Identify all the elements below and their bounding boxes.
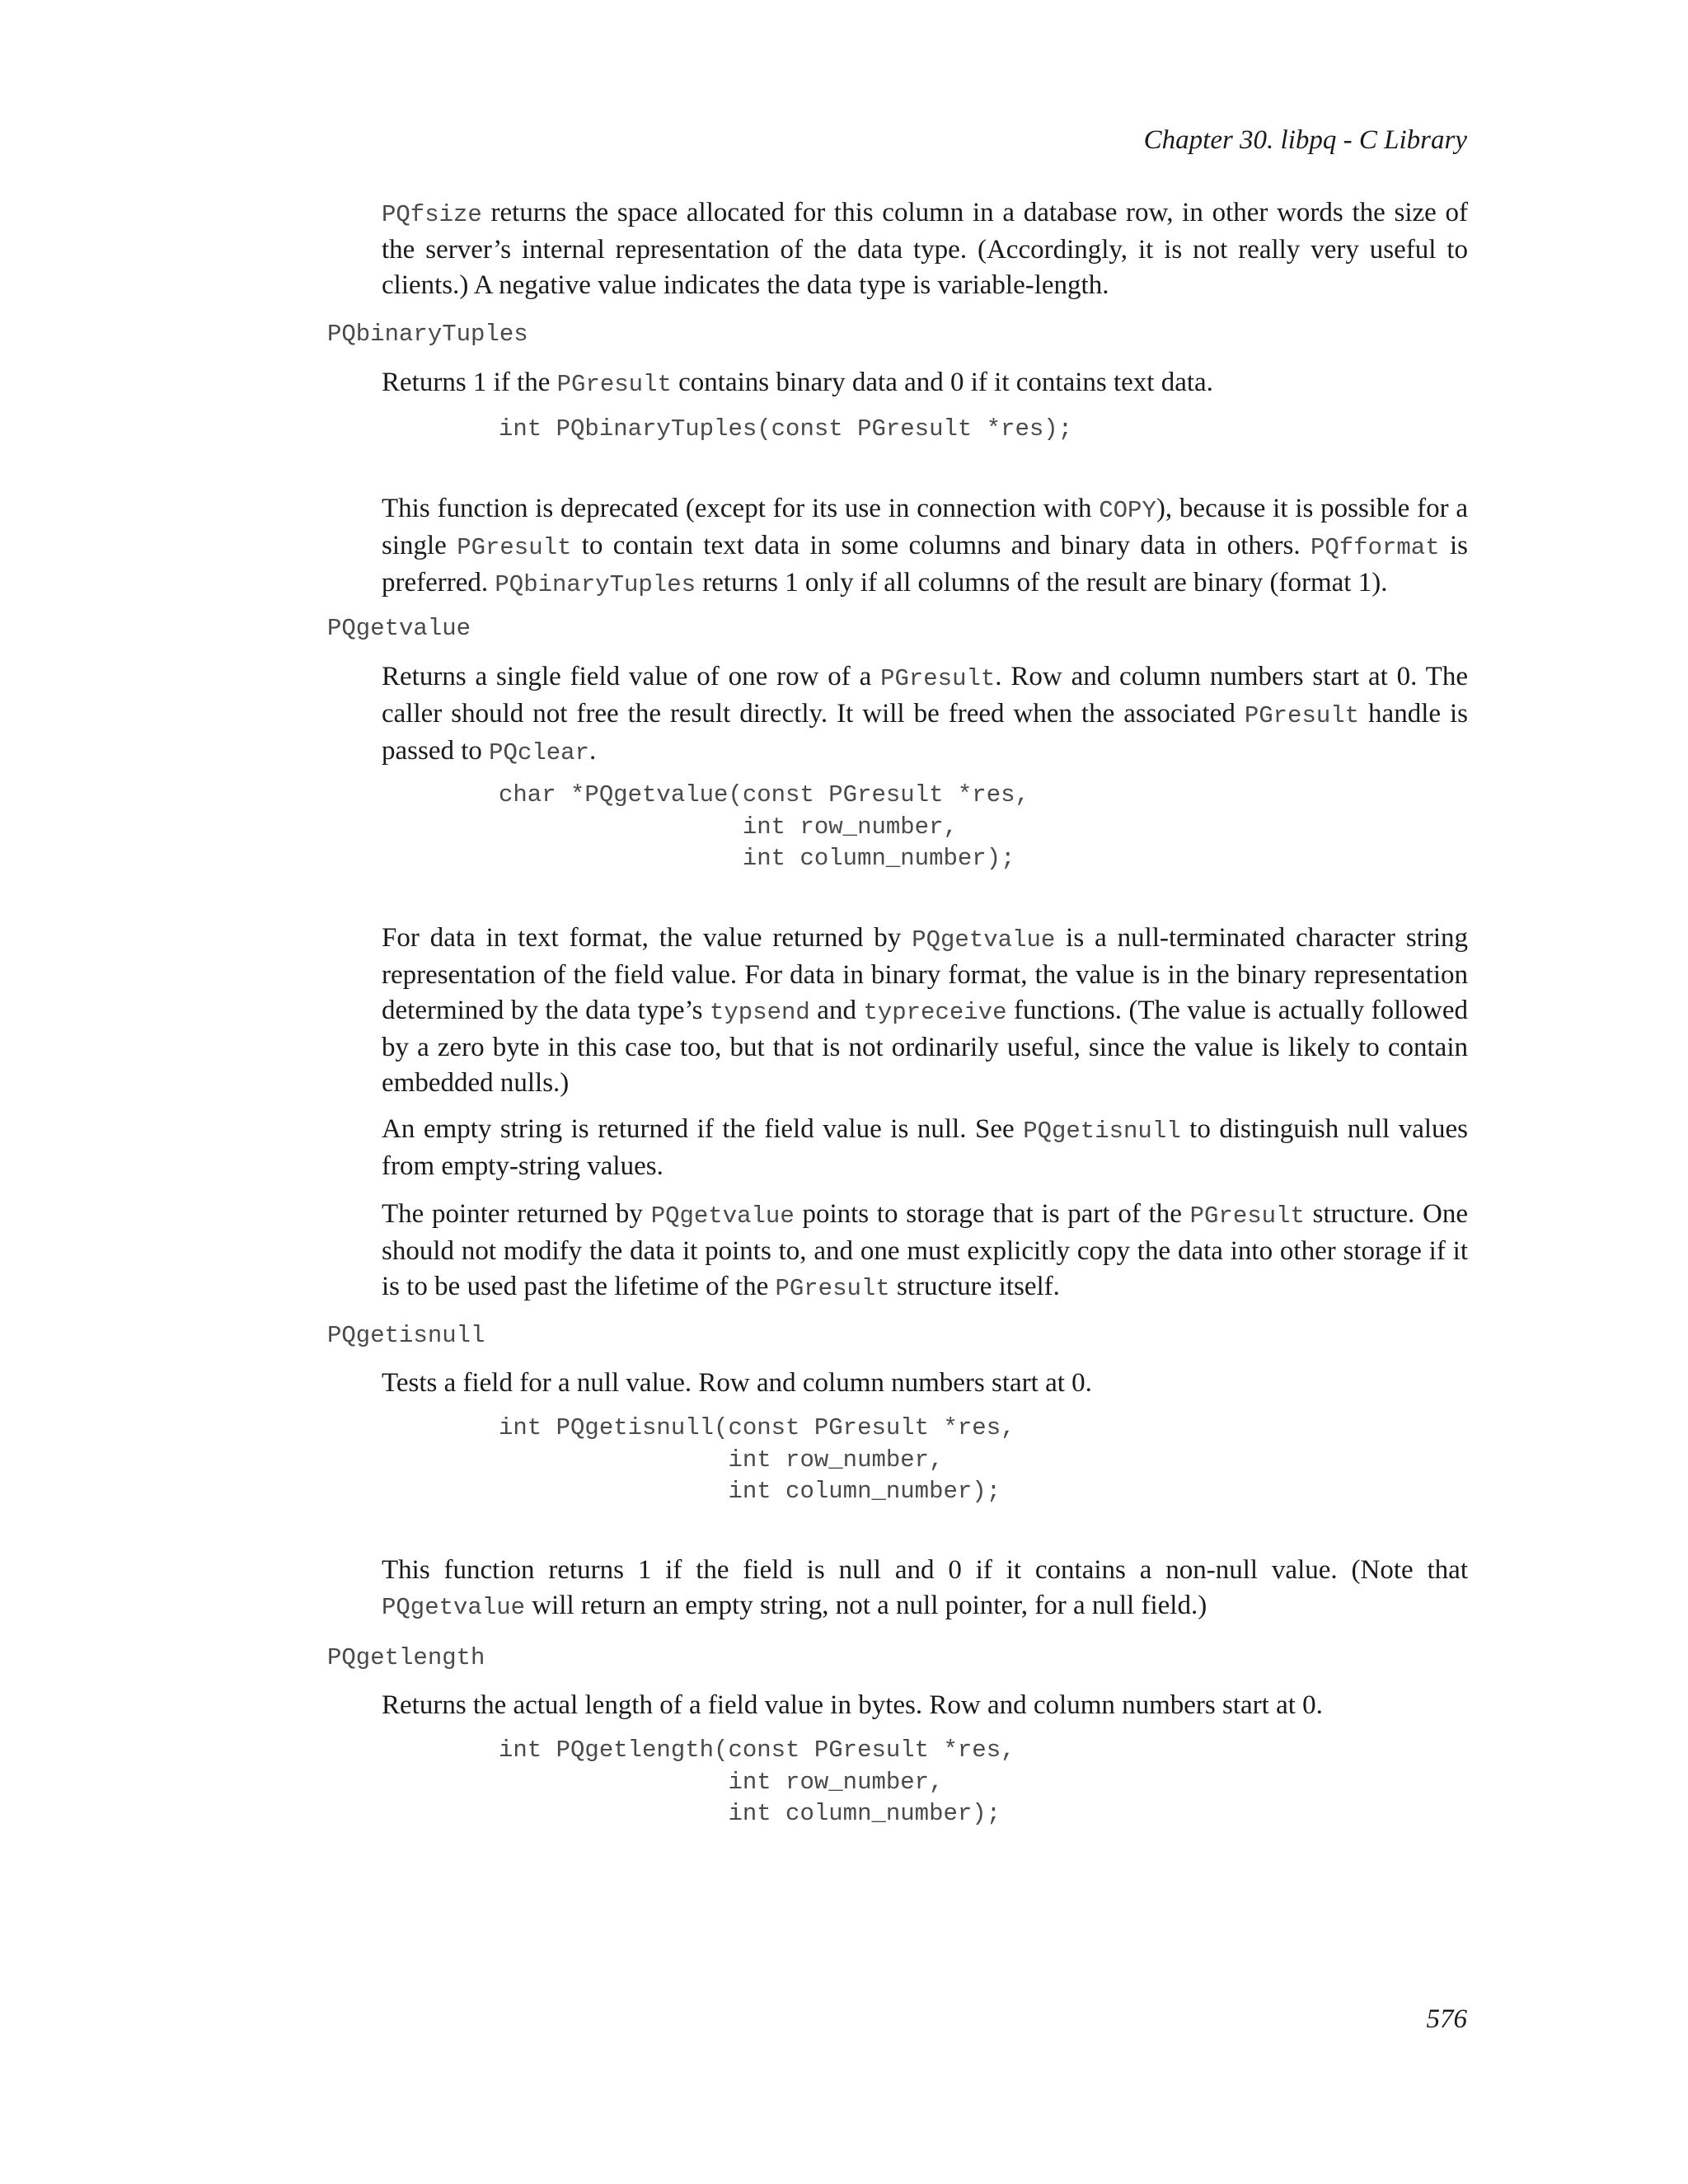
pqgetvalue-null-note: An empty string is returned if the field value is null. See PQgetisnull to distinguish null values from empty-string values. <box>382 1114 1468 1181</box>
code-inline: PQgetisnull <box>1023 1118 1181 1145</box>
synopsis-pqbinarytuples: int PQbinaryTuples(const PGresult *res); <box>499 415 1073 443</box>
pqgetvalue-description: Returns a single field value of one row of a PGresult. Row and column numbers start at 0. The caller should not free the result directly. It will be freed when the associated PGresult handle is passed to PQclear. <box>382 662 1469 766</box>
code-inline: PGresult <box>880 665 996 692</box>
code-inline: PGresult <box>775 1275 890 1302</box>
pqbinarytuples-deprecation-note: This function is deprecated (except for its use in connection with COPY), because it is possible for a single PGresult to contain text data in some columns and binary data in others. PQfformat is preferred. PQbinaryTuples returns 1 only if all columns of the result are binary (format 1). <box>382 494 1469 598</box>
code-inline: PQbinaryTuples <box>495 571 696 598</box>
code-inline: PQgetvalue <box>650 1202 795 1230</box>
pqfsize-paragraph: PQfsize returns the space allocated for this column in a database row, in other words the size of the server’s internal representation of the data type. (Accordingly, it is not really very useful to clients.) A negative value indicates the data type is variable-length. <box>382 198 1468 300</box>
running-header: Chapter 30. libpq - C Library <box>1143 125 1467 155</box>
code-inline: PGresult <box>1189 1202 1305 1230</box>
term-pqgetvalue: PQgetvalue <box>327 615 471 642</box>
pqbinarytuples-description: Returns 1 if the PGresult contains binary data and 0 if it contains text data. <box>382 368 1213 398</box>
code-inline: PGresult <box>556 371 672 398</box>
code-inline: PGresult <box>1244 702 1360 729</box>
term-pqgetisnull: PQgetisnull <box>327 1322 485 1349</box>
code-inline: PQgetvalue <box>382 1594 526 1621</box>
pqgetvalue-pointer-note: The pointer returned by PQgetvalue points to storage that is part of the PGresult structure. One should not modify the data it points to, and one must explicitly copy the data into other storage if it is to be used past the lifetime of the PGresult structure itself. <box>382 1199 1469 1302</box>
synopsis-pqgetvalue: char *PQgetvalue(const PGresult *res, int row_number, int column_number); <box>499 781 1029 872</box>
page-number: 576 <box>1426 2004 1467 2034</box>
pqgetvalue-format-note: For data in text format, the value returned by PQgetvalue is a null-terminated character string representation of the field value. For data in binary format, the value is in the binary representation determined by the data type’s typsend and typreceive functions. (The value is actually followed by a zero byte in this case too, but that is not ordinarily useful, since the value is likely to contain embedded nulls.) <box>382 923 1469 1098</box>
code-inline: COPY <box>1099 497 1156 524</box>
term-pqbinarytuples: PQbinaryTuples <box>327 321 528 348</box>
pqgetisnull-description: Tests a field for a null value. Row and column numbers start at 0. <box>382 1368 1092 1398</box>
code-inline: PQfsize <box>382 201 482 228</box>
pqgetlength-description: Returns the actual length of a field value in bytes. Row and column numbers start at 0. <box>382 1690 1323 1720</box>
synopsis-pqgetlength: int PQgetlength(const PGresult *res, int row_number, int column_number); <box>499 1736 1015 1827</box>
pqgetisnull-return-note: This function returns 1 if the field is null and 0 if it contains a non-null value. (Note that PQgetvalue will return an empty string, not a null pointer, for a null field.) <box>382 1555 1468 1621</box>
code-inline: PQfformat <box>1310 534 1440 561</box>
code-inline: typsend <box>709 999 810 1026</box>
code-inline: typreceive <box>863 999 1007 1026</box>
code-inline: PQclear <box>489 739 589 766</box>
term-pqgetlength: PQgetlength <box>327 1644 485 1671</box>
synopsis-pqgetisnull: int PQgetisnull(const PGresult *res, int row_number, int column_number); <box>499 1414 1015 1505</box>
code-inline: PGresult <box>457 534 572 561</box>
code-inline: PQgetvalue <box>912 926 1056 954</box>
